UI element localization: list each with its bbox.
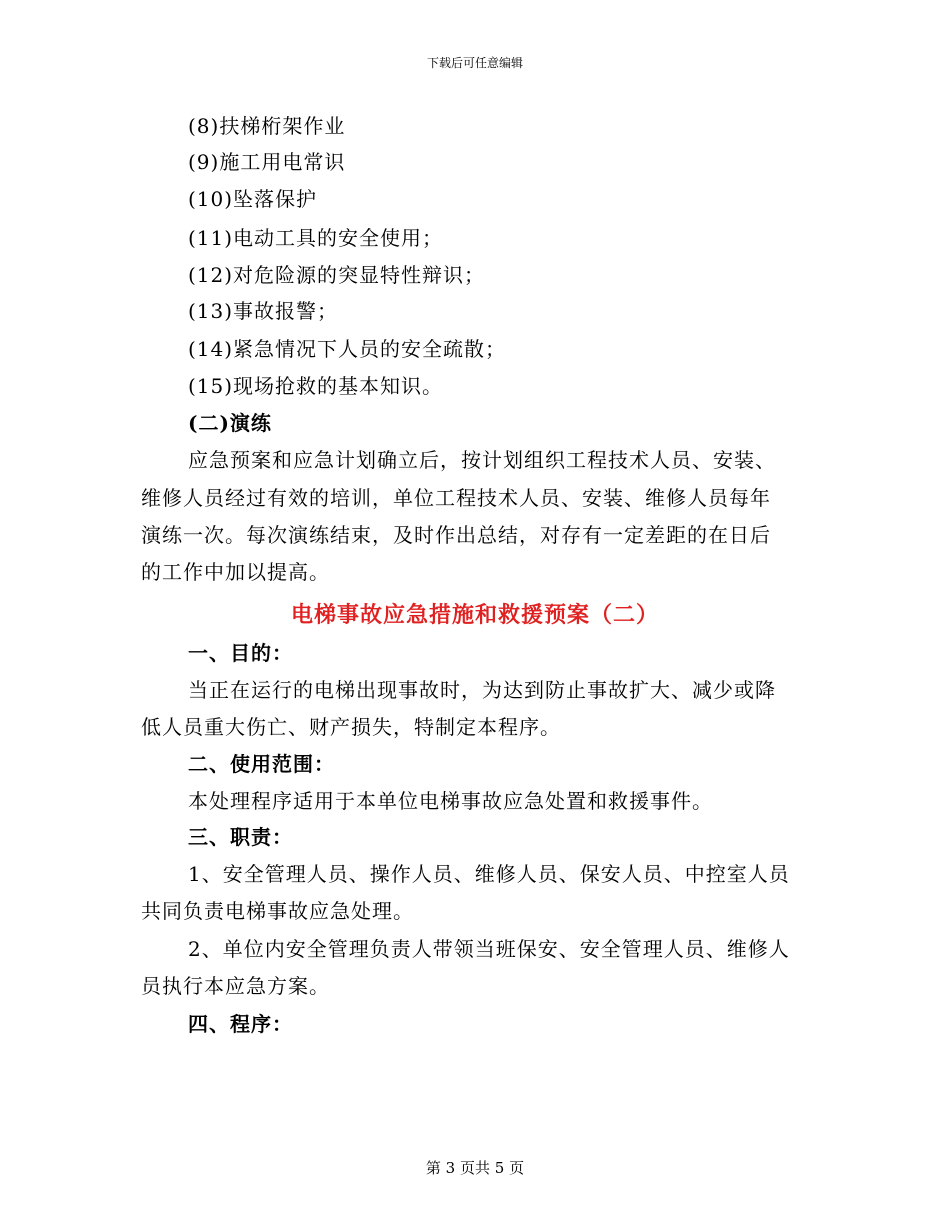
list-item: (8)扶梯桁架作业: [188, 114, 346, 138]
drill-heading: (二)演练: [188, 411, 272, 435]
purpose-line: 当正在运行的电梯出现事故时，为达到防止事故扩大、减少或降: [188, 678, 776, 702]
drill-paragraph-line: 维修人员经过有效的培训，单位工程技术人员、安装、维修人员每年: [141, 486, 771, 510]
page-footer: 第 3 页共 5 页: [425, 1159, 525, 1177]
list-item: (13)事故报警；: [188, 299, 339, 323]
drill-paragraph-line: 演练一次。每次演练结束，及时作出总结，对存有一定差距的在日后: [141, 523, 771, 547]
section-heading-procedure: 四、程序：: [188, 1012, 293, 1036]
list-item: (11)电动工具的安全使用；: [188, 226, 444, 250]
list-item: (12)对危险源的突显特性辩识；: [188, 263, 486, 287]
duty-2-line: 2、单位内安全管理负责人带领当班保安、安全管理人员、维修人: [188, 937, 790, 961]
list-item: (10)坠落保护: [188, 187, 318, 211]
purpose-line: 低人员重大伤亡、财产损失，特制定本程序。: [141, 715, 561, 739]
duty-1-line: 1、安全管理人员、操作人员、维修人员、保安人员、中控室人员: [188, 862, 790, 886]
section-heading-scope: 二、使用范围：: [188, 752, 335, 776]
drill-paragraph-line: 的工作中加以提高。: [141, 560, 330, 584]
list-item: (9)施工用电常识: [188, 150, 346, 174]
list-item: (15)现场抢救的基本知识。: [188, 374, 444, 398]
document-title: 电梯事故应急措施和救援预案（二）: [290, 602, 659, 628]
section-heading-purpose: 一、目的：: [188, 641, 293, 665]
drill-paragraph-line: 应急预案和应急计划确立后，按计划组织工程技术人员、安装、: [188, 448, 776, 472]
list-item: (14)紧急情况下人员的安全疏散；: [188, 337, 507, 361]
scope-line: 本处理程序适用于本单位电梯事故应急处置和救援事件。: [188, 789, 713, 813]
duty-2-line: 员执行本应急方案。: [141, 974, 330, 998]
duty-1-line: 共同负责电梯事故应急处理。: [141, 899, 414, 923]
page-header: 下载后可任意编辑: [426, 56, 523, 70]
section-heading-duty: 三、职责：: [188, 825, 293, 849]
